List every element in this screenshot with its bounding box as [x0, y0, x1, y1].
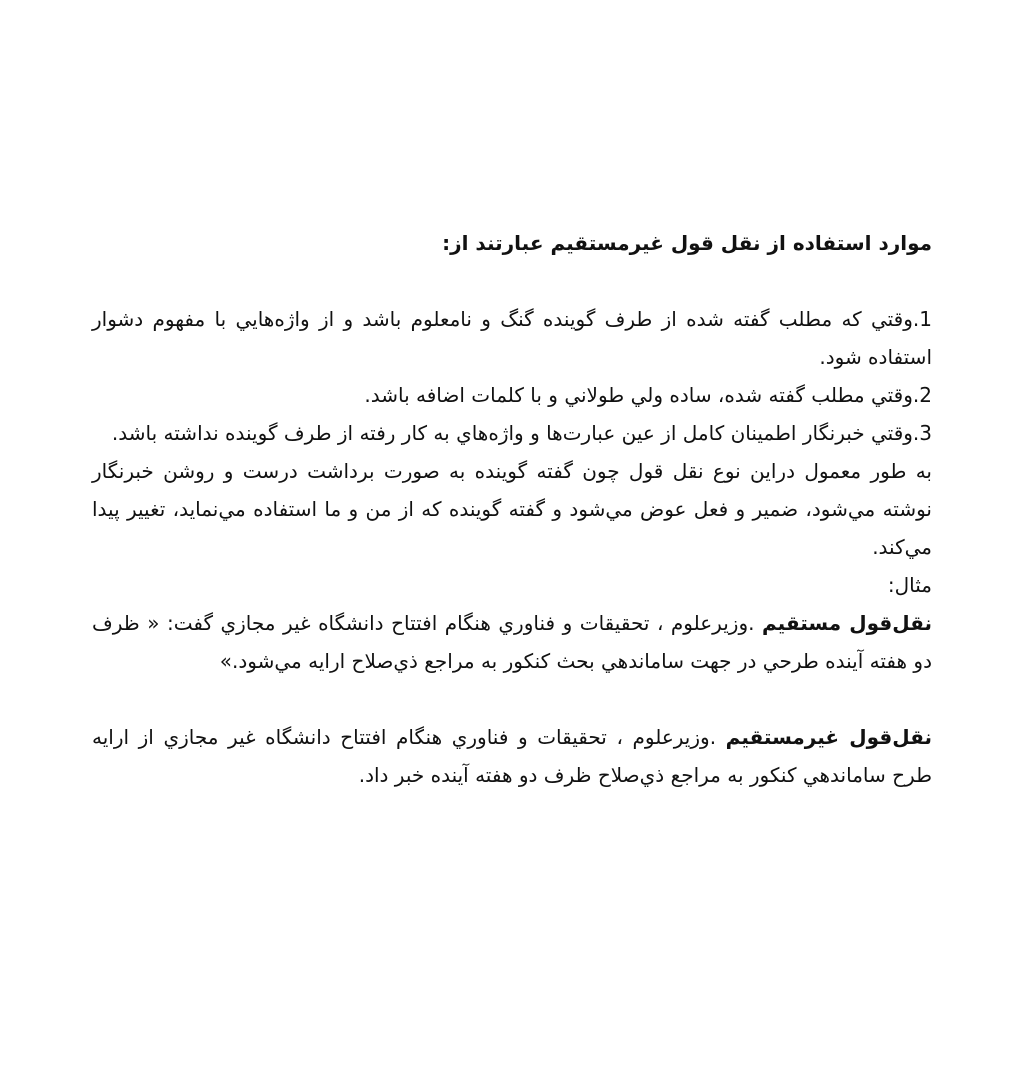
section-heading: موارد استفاده از نقل قول غیرمستقیم عبارتند از: — [442, 231, 932, 255]
document-body — [92, 224, 932, 794]
indirect-quote-lead: نقل‌قول غيرمستقيم — [725, 725, 932, 749]
direct-quote-text: .وزيرعلوم ، تحقيقات و فناوري هنگام افتتاح دانشگاه غير مجازي گفت: « ظرف دو هفته آينده طرحي در جهت ساماندهي بحث كنكور به مراجع ذي‌صلاح ارايه مي‌شود.» — [92, 611, 932, 673]
direct-quote-example — [92, 604, 932, 680]
list-item-3: 3.وقتي خبرنگار اطمينان كامل از عين عبارت‌ها و واژه‌هاي به كار رفته از طرف گوينده نداشته باشد. — [111, 421, 932, 445]
list-item-2: 2.وقتي مطلب گفته شده، ساده ولي طولاني و با كلمات اضافه باشد. — [364, 383, 932, 407]
paragraph-gap — [92, 680, 932, 718]
indirect-quote-text: .وزيرعلوم ، تحقيقات و فناوري هنگام افتتاح دانشگاه غير مجازي از ارايه طرح ساماندهي كنكور به مراجع ذي‌صلاح ظرف دو هفته آينده خبر داد. — [92, 725, 932, 787]
list-item-1: 1.وقتي كه مطلب گفته شده از طرف گوينده گنگ و نامعلوم باشد و از واژه‌هايي با مفهوم دشوار استفاده شود. — [92, 307, 932, 369]
indirect-quote-example — [92, 718, 932, 794]
explanation-paragraph: به طور معمول دراين نوع نقل قول چون گفته گوينده به صورت برداشت درست و روشن خبرنگار نوشته مي‌شود، ضمير و فعل عوض مي‌شود و گفته گوينده كه از من و ما استفاده مي‌نمايد، تغيير پيدا مي‌كند. — [92, 459, 932, 559]
example-label: مثال: — [887, 573, 932, 597]
direct-quote-lead: نقل‌قول مستقيم — [762, 611, 933, 635]
